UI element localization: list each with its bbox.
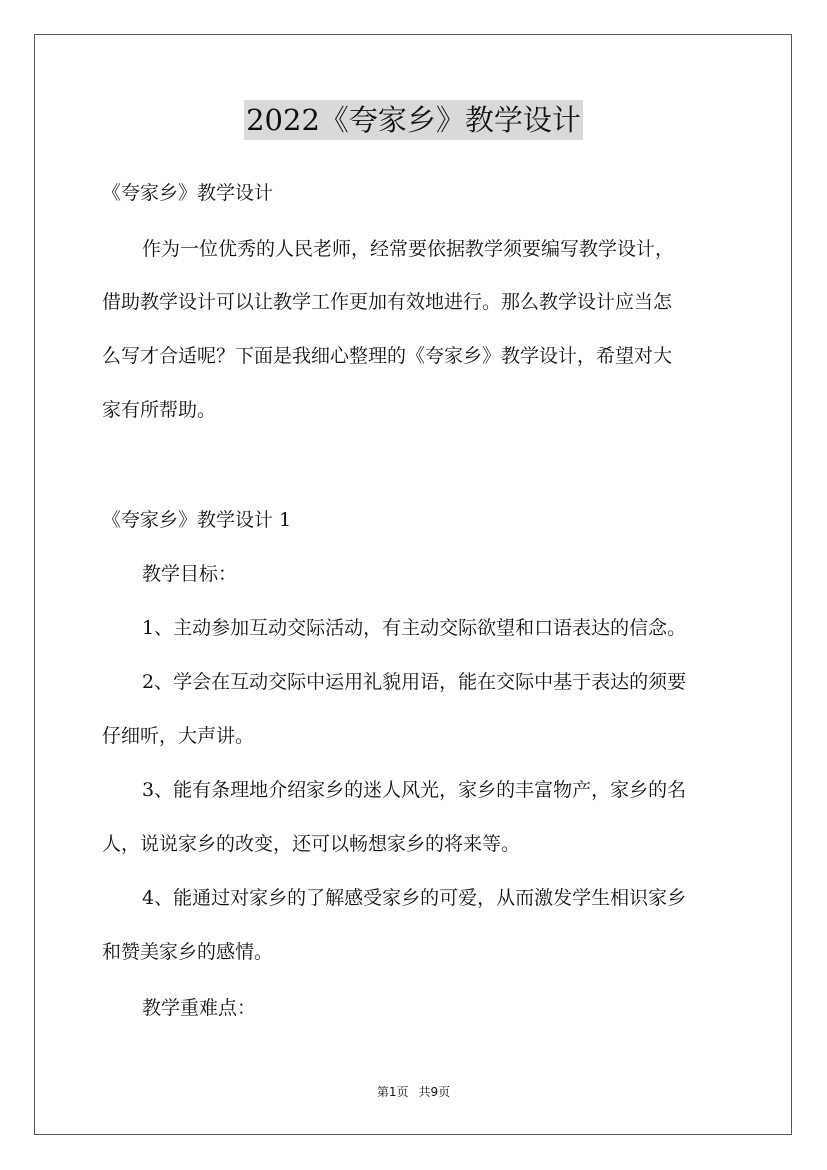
objective-1: 1、主动参加互动交际活动，有主动交际欲望和口语表达的信念。 bbox=[142, 617, 687, 639]
title-container bbox=[0, 100, 827, 140]
intro-paragraph-line-1: 作为一位优秀的人民老师，经常要依据教学须要编写教学设计， bbox=[142, 238, 675, 260]
document-title: 2022《夸家乡》教学设计 bbox=[244, 100, 583, 140]
intro-paragraph-line-2: 借助教学设计可以让教学工作更加有效地进行。那么教学设计应当怎 bbox=[102, 291, 673, 313]
objective-3-line-2: 人，说说家乡的改变，还可以畅想家乡的将来等。 bbox=[102, 833, 521, 855]
page-total: 共9页 bbox=[418, 1085, 451, 1099]
key-points-heading: 教学重难点： bbox=[142, 997, 257, 1019]
objective-3-line-1: 3、能有条理地介绍家乡的迷人风光，家乡的丰富物产，家乡的名 bbox=[142, 779, 687, 801]
subtitle: 《夸家乡》教学设计 bbox=[102, 182, 274, 204]
objective-4-line-1: 4、能通过对家乡的了解感受家乡的可爱，从而激发学生相识家乡 bbox=[142, 887, 687, 909]
objective-2-line-1: 2、学会在互动交际中运用礼貌用语，能在交际中基于表达的须要 bbox=[142, 671, 687, 693]
intro-paragraph-line-3: 么写才合适呢？下面是我细心整理的《夸家乡》教学设计，希望对大 bbox=[102, 345, 673, 367]
objectives-heading: 教学目标： bbox=[142, 563, 238, 585]
intro-paragraph-line-4: 家有所帮助。 bbox=[102, 399, 217, 421]
objective-2-line-2: 仔细听，大声讲。 bbox=[102, 725, 255, 747]
page-footer bbox=[0, 1083, 827, 1101]
page-number: 第1页 bbox=[376, 1085, 409, 1099]
section-heading: 《夸家乡》教学设计 1 bbox=[102, 509, 292, 531]
objective-4-line-2: 和赞美家乡的感情。 bbox=[102, 941, 274, 963]
